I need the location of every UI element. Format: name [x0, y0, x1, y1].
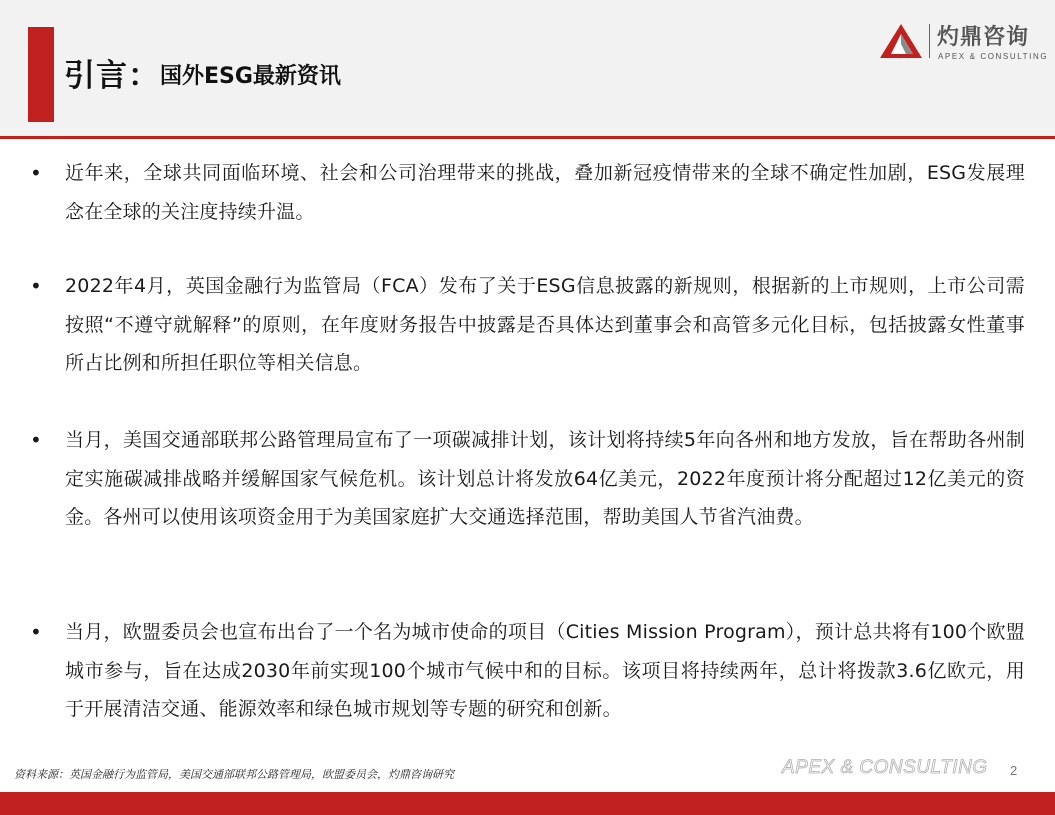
footer-bar: [0, 792, 1055, 815]
footer-brand: APEX & CONSULTING: [782, 757, 988, 778]
bullet-marker: •: [30, 620, 42, 644]
bullet-text: 当月，美国交通部联邦公路管理局宣布了一项碳减排计划，该计划将持续5年向各州和地方发放，旨在帮助各州制定实施碳减排战略并缓解国家气候危机。该计划总计将发放64亿美元，2022年度预计将分配超过12亿美元的资金。各州可以使用该项资金用于为美国家庭扩大交通选择范围，帮助美国人节省汽油费。: [65, 429, 1025, 528]
logo-name-en: APEX & CONSULTING: [938, 52, 1049, 61]
source-note: 资料来源：英国金融行为监管局，美国交通部联邦公路管理局，欧盟委员会，灼鼎咨询研究: [14, 768, 454, 781]
logo-name-cn: 灼鼎咨询: [937, 25, 1030, 50]
page-title-main: 引言：: [64, 58, 160, 94]
bullet-text: 近年来，全球共同面临环境、社会和公司治理带来的挑战，叠加新冠疫情带来的全球不确定性加剧，ESG发展理念在全球的关注度持续升温。: [65, 162, 1025, 223]
bullet-marker: •: [30, 274, 42, 298]
page-title-sub: 国外ESG最新资讯: [160, 64, 341, 89]
bullet-text: 2022年4月，英国金融行为监管局（FCA）发布了关于ESG信息披露的新规则，根据新的上市规则，上市公司需按照“不遵守就解释”的原则，在年度财务报告中披露是否具体达到董事会和高管多元化目标，包括披露女性董事所占比例和所担任职位等相关信息。: [65, 275, 1025, 374]
bullet-marker: •: [30, 161, 42, 185]
page-number: 2: [1010, 763, 1018, 778]
bullet-marker: •: [30, 428, 42, 452]
bullet-text: 当月，欧盟委员会也宣布出台了一个名为城市使命的项目（Cities Mission Program），预计总共将有100个欧盟城市参与，旨在达成2030年前实现100个城市气候中和的目标。该项目将持续两年，总计将拨款3.6亿欧元，用于开展清洁交通、能源效率和绿色城市规划等专题的研究和创新。: [65, 621, 1025, 720]
